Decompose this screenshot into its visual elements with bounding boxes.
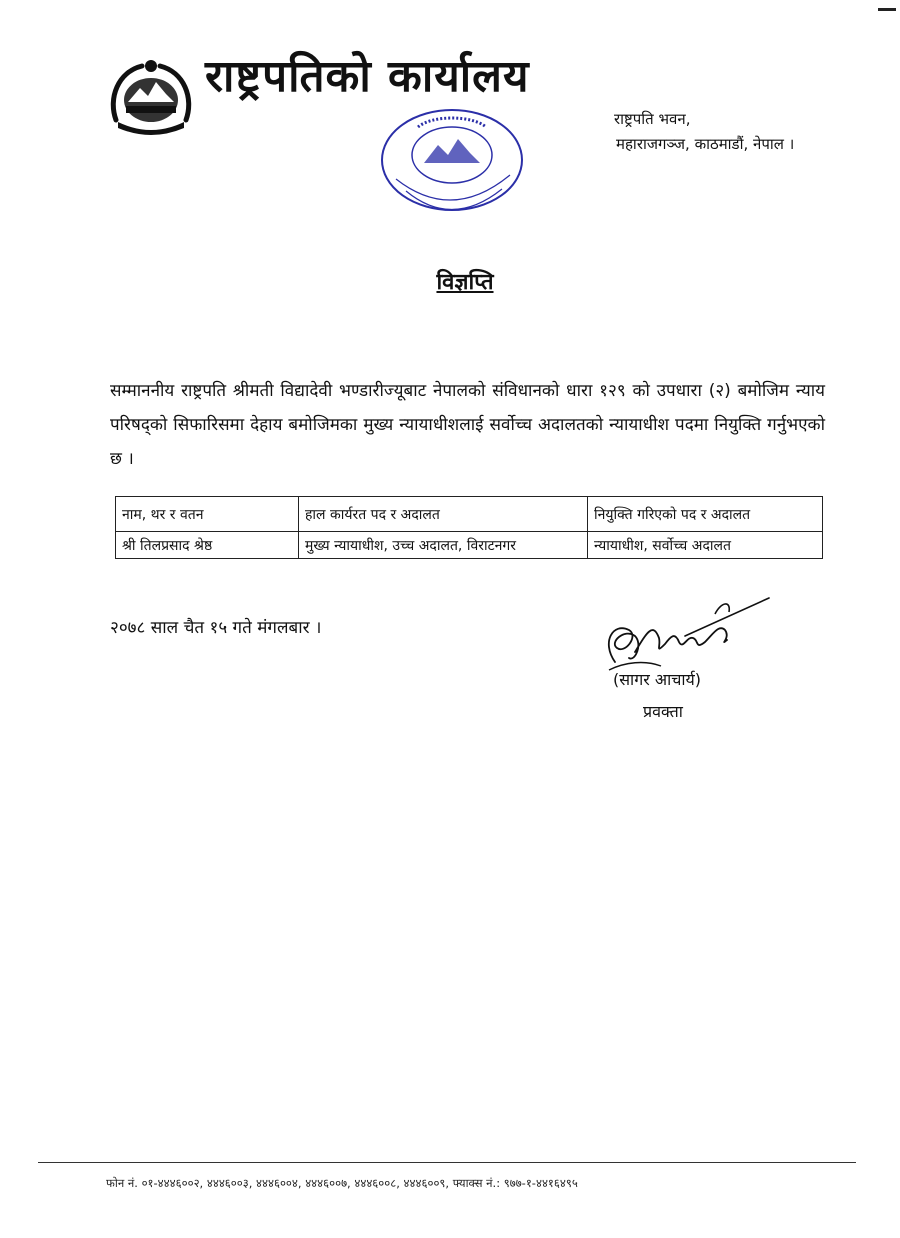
table-header-cell: नाम, थर र वतन (116, 497, 299, 532)
table-header-cell: नियुक्ति गरिएको पद र अदालत (588, 497, 823, 532)
notice-body: सम्माननीय राष्ट्रपति श्रीमती विद्यादेवी भण्डारीज्यूबाट नेपालको संविधानको धारा १२९ को उपधारा (२) बमोजिम न्याय परिषद्को सिफारिसमा देहाय बमोजिमका मुख्य न्यायाधीशलाई सर्वोच्च अदालतको न्यायाधीश पदमा नियुक्ति गर्नुभएको छ । (110, 381, 825, 469)
scan-mark (878, 8, 896, 11)
signatory-title: प्रवक्ता (643, 702, 683, 721)
signatory-name: (सागर आचार्य) (613, 670, 702, 689)
address-line-1: राष्ट्रपति भवन, (614, 110, 691, 128)
table-header-row (116, 497, 823, 532)
footer-contact: फोन नं. ०१-४४४६००२, ४४४६००३, ४४४६००४, ४४४६००७, ४४४६००८, ४४४६००९, फ्याक्स नं.: ९७७-१-४४१६४९५ (106, 1176, 578, 1190)
table-header-cell: हाल कार्यरत पद र अदालत (299, 497, 588, 532)
footer-divider (38, 1162, 856, 1163)
table-cell: श्री तिलप्रसाद श्रेष्ठ (116, 532, 299, 559)
appointment-table (115, 496, 823, 559)
notice-date: २०७८ साल चैत १५ गते मंगलबार । (110, 618, 322, 638)
table-row (116, 532, 823, 559)
nepal-emblem-icon (108, 58, 194, 136)
address-line-2: महाराजगञ्ज, काठमाडौं, नेपाल । (616, 135, 795, 153)
table-cell: न्यायाधीश, सर्वोच्च अदालत (588, 532, 823, 559)
table-cell: मुख्य न्यायाधीश, उच्च अदालत, विराटनगर (299, 532, 588, 559)
notice-title: विज्ञप्ति (436, 270, 494, 295)
office-title: राष्ट्रपतिको कार्यालय (205, 51, 530, 102)
office-stamp-icon (378, 105, 526, 215)
